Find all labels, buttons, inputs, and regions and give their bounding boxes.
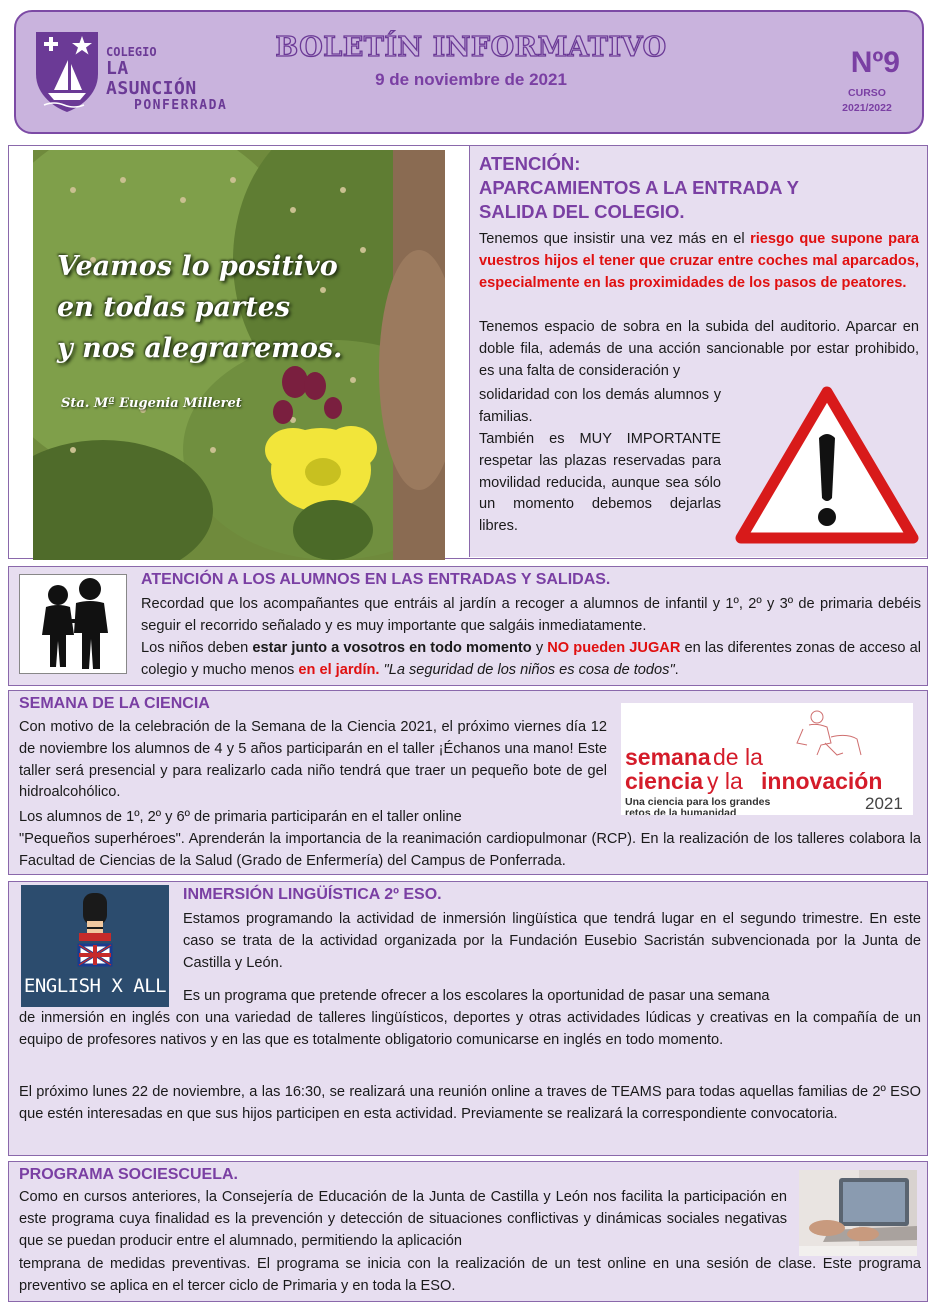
parking-paragraph-3: solidaridad con los demás alumnos y familias. (479, 387, 721, 425)
entrances-title: ATENCIÓN A LOS ALUMNOS EN LAS ENTRADAS Y SALIDAS. (141, 571, 611, 588)
warning-triangle-icon (735, 386, 919, 546)
parking-p1-text: Tenemos que insistir una vez más en el (479, 231, 751, 247)
laptop-icon (799, 1170, 917, 1256)
entrances-p2-b: y (531, 640, 548, 656)
sociescuela-section (8, 1161, 928, 1302)
curso-label: CURSO (848, 87, 886, 99)
entrances-section (8, 566, 928, 686)
parking-paragraph-1 (479, 229, 919, 294)
quote-line-1: Veamos lo positivo (57, 251, 338, 282)
scientist-sketch-icon (797, 711, 861, 755)
entrances-p2-c: en las diferentes zonas de acceso al colegio y mucho menos (141, 640, 922, 678)
newsletter-title: BOLETÍN INFORMATIVO (275, 32, 667, 63)
immersion-paragraph-2-start: Es un programa que pretende ofrecer a los escolares la oportunidad de pasar una semana (183, 988, 770, 1004)
language-immersion-section (8, 881, 928, 1156)
entrances-p2-bold: estar junto a vosotros en todo momento (252, 640, 532, 656)
immersion-title: INMERSIÓN LINGÜÍSTICA 2º ESO. (183, 886, 442, 903)
quote-line-2: en todas partes (57, 292, 291, 323)
parking-title (479, 152, 799, 224)
immersion-paragraph-3: El próximo lunes 22 de noviembre, a las 16:30, se realizará una reunión online a traves de TEAMS para todas aquellas familias de 2º ESO que estén interesadas en que sus hijos participen en esta actividad. Previamente se realizará la correspondiente convocatoria. (19, 1084, 921, 1122)
school-year (832, 86, 902, 116)
newsletter-date: 9 de noviembre de 2021 (375, 70, 567, 89)
science-week-paragraph-1: Con motivo de la celebración de la Semana de la Ciencia 2021, el próximo viernes día 12 de noviembre los alumnos de 4 y 5 años participarán en el taller ¡Échanos una mano! Este taller será presencial y para realizarlo cada niño tendrá que traer un pequeño bote de gel hidroalcohólico. (19, 719, 607, 801)
curso-value: 2021/2022 (842, 102, 892, 115)
entrances-p2-a: Los niños deben (141, 640, 253, 656)
sociescuela-title: PROGRAMA SOCIESCUELA. (19, 1166, 238, 1183)
parking-paragraph-2: Tenemos espacio de sobra en la subida del auditorio. Aparcar en doble fila, además de una acción sancionable por estar prohibido, es una falta de consideración y (479, 319, 919, 379)
children-silhouette-image (19, 574, 127, 674)
laptop-photo (799, 1170, 917, 1256)
immersion-paragraph-1: Estamos programando la actividad de inmersión lingüística que tendrá lugar en el segundo trimestre. En este caso se trata de la actividad organizada por la Fundación Eusebio Sacristán subvencionada por la Junta de Castilla y León. (183, 911, 921, 971)
no-play-warning: NO pueden JUGAR (547, 640, 681, 656)
inspirational-quote (57, 246, 342, 369)
logo-semana: semana (625, 744, 711, 770)
parking-title-line-3: SALIDA DEL COLEGIO. (479, 201, 685, 222)
logo-subtitle-2: retos de la humanidad (625, 807, 737, 815)
logo-subtitle-1: Una ciencia para los grandes (625, 796, 771, 808)
entrances-paragraph-2 (141, 638, 921, 682)
science-week-logo (621, 703, 913, 815)
logo-de-la: de la (713, 744, 763, 770)
logo-line-1: COLEGIO (106, 45, 157, 59)
parking-title-line-1: ATENCIÓN: (479, 153, 581, 174)
cactus-quote-image (33, 150, 445, 560)
science-week-paragraph-2-rest: "Pequeños superhéroes". Aprenderán la importancia de la reanimación cardiopulmonar (RCP). En la realización de los talleres colabora la Facultad de Ciencias de la Salud (Grado de Enfermería) del Campus de Ponferrada. (19, 831, 921, 869)
logo-line-3: PONFERRADA (134, 97, 228, 113)
science-week-logo-graphic (621, 703, 913, 815)
parking-paragraph-4: También es MUY IMPORTANTE respetar las plazas reservadas para movilidad reducida, aunque sea sólo un momento debemos dejarlas libres. (479, 431, 721, 535)
issue-number: Nº9 (850, 46, 900, 79)
quote-line-3: y nos alegraremos. (57, 333, 343, 364)
parking-section (8, 145, 928, 559)
science-week-section (8, 690, 928, 875)
sociescuela-paragraph-2: temprana de medidas preventivas. El programa se inicia con la realización de un test online en una sesión de clase. Este programa preventivo se aplica en el tercer ciclo de Primaria y en toda la ESO. (19, 1256, 921, 1294)
logo-line-2: LA ASUNCIÓN (106, 58, 197, 99)
entrances-p2-end: . (674, 661, 679, 678)
immersion-paragraph-2-rest: de inmersión en inglés con una variedad de talleres lingüísticos, deportes y otras actividades lúdicas y creativas en la compañía de un equipo de profesores nativos y en las que es totalmente obligatorio comunicarse en inglés en todo momento. (19, 1010, 921, 1048)
science-week-title: SEMANA DE LA CIENCIA (19, 695, 210, 712)
logo-innovacion: innovación (761, 768, 883, 794)
english-x-all-image (21, 885, 169, 1007)
parking-title-line-2: APARCAMIENTOS A LA ENTRADA Y (479, 177, 799, 198)
garden-warning: en el jardín. (298, 661, 380, 678)
royal-guard-icon (21, 885, 169, 975)
newsletter-header (14, 10, 924, 134)
children-silhouette-icon (20, 575, 127, 674)
logo-year: 2021 (865, 794, 903, 813)
safety-slogan: "La seguridad de los niños es cosa de todos" (383, 661, 675, 678)
logo-ciencia: ciencia (625, 768, 703, 794)
quote-author: Sta. Mª Eugenia Milleret (61, 396, 242, 411)
logo-y-la: y la (707, 768, 743, 794)
parking-risk-warning: riesgo que supone para vuestros hijos el tener que cruzar entre coches mal aparcados, especialmente en las proximidades de los pasos de peatores. (479, 231, 919, 291)
sociescuela-paragraph-1: Como en cursos anteriores, la Consejería de Educación de la Junta de Castilla y León nos facilita la participación en este programa cuya finalidad es la prevención y detección de situaciones conflictivas y dinámicas sociales negativas que se puedan producir entre el alumnado, permitiendo la aplicación (19, 1189, 787, 1249)
parking-notice (469, 146, 927, 557)
science-week-paragraph-2-start: Los alumnos de 1º, 2º y 6º de primaria participarán en el taller online (19, 809, 462, 825)
entrances-paragraph-1: Recordad que los acompañantes que entráis al jardín a recoger a alumnos de infantil y 1º, 2º y 3º de primaria debéis seguir el recorrido señalado y es muy importante que salgáis inmediatamente. (141, 596, 921, 634)
english-x-all-label: ENGLISH X ALL (23, 975, 167, 997)
